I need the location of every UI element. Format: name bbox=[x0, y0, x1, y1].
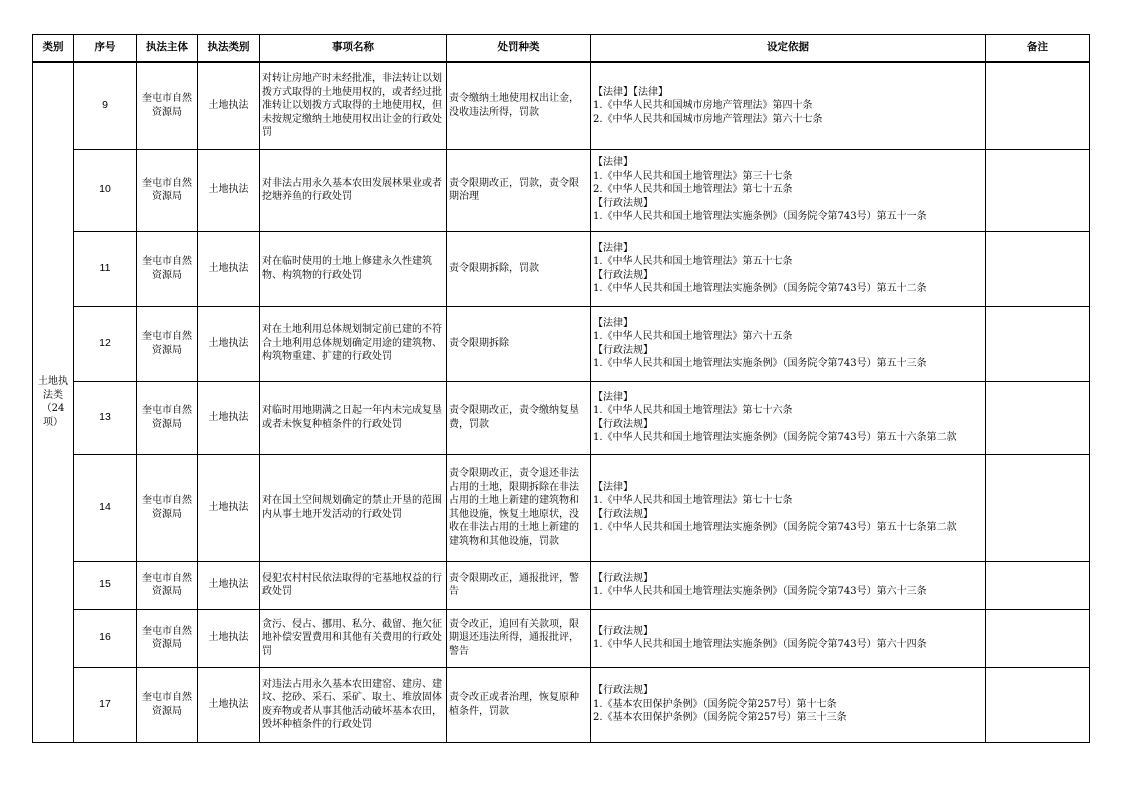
basis-line: 2.《中华人民共和国土地管理法》第七十五条 bbox=[593, 184, 793, 196]
basis-line: 2.《中华人民共和国城市房地产管理法》第六十七条 bbox=[593, 113, 823, 125]
header-subject: 执法主体 bbox=[137, 35, 198, 63]
type-cell: 土地执法 bbox=[198, 62, 260, 149]
remark-cell bbox=[986, 561, 1090, 609]
type-cell: 土地执法 bbox=[198, 561, 260, 609]
remark-cell bbox=[986, 609, 1090, 667]
subject-cell: 奎屯市自然资源局 bbox=[137, 561, 198, 609]
subject-cell: 奎屯市自然资源局 bbox=[137, 454, 198, 561]
table-row bbox=[33, 667, 1090, 742]
basis-line: 1.《中华人民共和国土地管理法实施条例》（国务院令第743号）第五十二条 bbox=[593, 283, 927, 294]
basis-line: 1.《中华人民共和国土地管理法实施条例》（国务院令第743号）第五十三条 bbox=[593, 358, 927, 369]
penalty-cell: 责令限期改正，责令缴纳复垦费，罚款 bbox=[447, 381, 591, 454]
seq-cell: 15 bbox=[74, 561, 137, 609]
type-cell: 土地执法 bbox=[198, 381, 260, 454]
subject-cell: 奎屯市自然资源局 bbox=[137, 306, 198, 381]
type-cell: 土地执法 bbox=[198, 149, 260, 231]
basis-line: 【行政法规】 bbox=[593, 572, 653, 584]
type-cell: 土地执法 bbox=[198, 231, 260, 306]
remark-cell bbox=[986, 231, 1090, 306]
table-row bbox=[33, 454, 1090, 561]
basis-line: 【法律】【法律】 bbox=[593, 86, 668, 98]
remark-cell bbox=[986, 306, 1090, 381]
penalty-cell: 责令限期拆除，罚款 bbox=[447, 231, 591, 306]
header-type: 执法类别 bbox=[198, 35, 260, 63]
basis-line: 1.《中华人民共和国土地管理法实施条例》（国务院令第743号）第六十四条 bbox=[593, 639, 927, 650]
penalty-cell: 责令限期改正，罚款，责令限期治理 bbox=[447, 149, 591, 231]
seq-cell: 16 bbox=[74, 609, 137, 667]
table-row bbox=[33, 231, 1090, 306]
penalty-table bbox=[32, 34, 1090, 743]
penalty-cell: 责令缴纳土地使用权出让金，没收违法所得，罚款 bbox=[447, 62, 591, 149]
basis-line: 1.《中华人民共和国土地管理法》第三十七条 bbox=[593, 170, 793, 182]
basis-line: 1.《中华人民共和国土地管理法实施条例》（国务院令第743号）第五十一条 bbox=[593, 211, 927, 223]
type-cell: 土地执法 bbox=[198, 609, 260, 667]
basis-line: 【行政法规】 bbox=[593, 508, 653, 520]
table-row bbox=[33, 561, 1090, 609]
basis-cell bbox=[591, 306, 986, 381]
item-cell: 对在土地利用总体规划制定前已建的不符合土地利用总体规划确定用途的建筑物、构筑物重建、扩建的行政处罚 bbox=[260, 306, 447, 381]
seq-cell: 11 bbox=[74, 231, 137, 306]
table-body bbox=[33, 62, 1090, 742]
header-item: 事项名称 bbox=[260, 35, 447, 63]
basis-line: 【法律】 bbox=[593, 317, 633, 329]
seq-cell: 17 bbox=[74, 667, 137, 742]
header-remark: 备注 bbox=[986, 35, 1090, 63]
seq-cell: 13 bbox=[74, 381, 137, 454]
penalty-cell: 责令改正或者治理，恢复原种植条件，罚款 bbox=[447, 667, 591, 742]
subject-cell: 奎屯市自然资源局 bbox=[137, 62, 198, 149]
seq-cell: 9 bbox=[74, 62, 137, 149]
basis-line: 【行政法规】 bbox=[593, 685, 653, 697]
subject-cell: 奎屯市自然资源局 bbox=[137, 667, 198, 742]
basis-line: 1.《中华人民共和国土地管理法实施条例》（国务院令第743号）第六十三条 bbox=[593, 586, 927, 597]
type-cell: 土地执法 bbox=[198, 667, 260, 742]
table-row bbox=[33, 306, 1090, 381]
item-cell: 对非法占用永久基本农田发展林果业或者挖塘养鱼的行政处罚 bbox=[260, 149, 447, 231]
header-category: 类别 bbox=[33, 35, 74, 63]
basis-line: 1.《中华人民共和国土地管理法》第六十五条 bbox=[593, 331, 793, 342]
remark-cell bbox=[986, 454, 1090, 561]
seq-cell: 12 bbox=[74, 306, 137, 381]
item-cell: 对在国土空间规划确定的禁止开垦的范围内从事土地开发活动的行政处罚 bbox=[260, 454, 447, 561]
subject-cell: 奎屯市自然资源局 bbox=[137, 149, 198, 231]
subject-cell: 奎屯市自然资源局 bbox=[137, 231, 198, 306]
remark-cell bbox=[986, 149, 1090, 231]
item-cell: 对转让房地产时未经批准，非法转让以划拨方式取得的土地使用权的，或者经过批准转让以划拨方式取得的土地使用权，但未按规定缴纳土地使用权出让金的行政处罚 bbox=[260, 62, 447, 149]
header-row bbox=[33, 35, 1090, 63]
basis-cell bbox=[591, 454, 986, 561]
penalty-cell: 责令限期改正，通报批评，警告 bbox=[447, 561, 591, 609]
basis-line: 【法律】 bbox=[593, 157, 633, 169]
basis-cell bbox=[591, 381, 986, 454]
basis-line: 【法律】 bbox=[593, 391, 633, 403]
basis-line: 【行政法规】 bbox=[593, 197, 653, 209]
penalty-cell: 责令改正，追回有关款项，限期退还违法所得，通报批评，警告 bbox=[447, 609, 591, 667]
basis-line: 【行政法规】 bbox=[593, 269, 653, 281]
item-cell: 对违法占用永久基本农田建窑、建房、建坟、挖砂、采石、采矿、取土、堆放固体废弃物或者从事其他活动破坏基本农田，毁坏种植条件的行政处罚 bbox=[260, 667, 447, 742]
basis-cell bbox=[591, 561, 986, 609]
category-cell: 土地执法类（24项） bbox=[33, 62, 74, 742]
basis-line: 1.《中华人民共和国土地管理法》第五十七条 bbox=[593, 256, 793, 267]
basis-line: 1.《中华人民共和国土地管理法实施条例》（国务院令第743号）第五十六条第二款 bbox=[593, 432, 957, 443]
basis-cell bbox=[591, 609, 986, 667]
seq-cell: 14 bbox=[74, 454, 137, 561]
header-seq: 序号 bbox=[74, 35, 137, 63]
basis-line: 【行政法规】 bbox=[593, 625, 653, 637]
remark-cell bbox=[986, 667, 1090, 742]
item-cell: 侵犯农村村民依法取得的宅基地权益的行政处罚 bbox=[260, 561, 447, 609]
basis-cell bbox=[591, 62, 986, 149]
basis-line: 【行政法规】 bbox=[593, 418, 653, 430]
basis-cell bbox=[591, 231, 986, 306]
basis-line: 【法律】 bbox=[593, 481, 633, 493]
basis-line: 2.《基本农田保护条例》（国务院令第257号）第三十三条 bbox=[593, 712, 847, 724]
seq-cell: 10 bbox=[74, 149, 137, 231]
penalty-cell: 责令限期拆除 bbox=[447, 306, 591, 381]
basis-line: 【法律】 bbox=[593, 242, 633, 254]
item-cell: 对临时用地期满之日起一年内未完成复垦或者未恢复种植条件的行政处罚 bbox=[260, 381, 447, 454]
remark-cell bbox=[986, 62, 1090, 149]
item-cell: 对在临时使用的土地上修建永久性建筑物、构筑物的行政处罚 bbox=[260, 231, 447, 306]
table-row bbox=[33, 62, 1090, 149]
basis-line: 1.《中华人民共和国土地管理法》第七十七条 bbox=[593, 495, 793, 506]
basis-line: 【行政法规】 bbox=[593, 344, 653, 356]
table-row bbox=[33, 609, 1090, 667]
basis-line: 1.《中华人民共和国城市房地产管理法》第四十条 bbox=[593, 100, 813, 111]
remark-cell bbox=[986, 381, 1090, 454]
table-row bbox=[33, 381, 1090, 454]
type-cell: 土地执法 bbox=[198, 306, 260, 381]
subject-cell: 奎屯市自然资源局 bbox=[137, 381, 198, 454]
basis-line: 1.《基本农田保护条例》（国务院令第257号）第十七条 bbox=[593, 698, 837, 710]
subject-cell: 奎屯市自然资源局 bbox=[137, 609, 198, 667]
basis-line: 1.《中华人民共和国土地管理法实施条例》（国务院令第743号）第五十七条第二款 bbox=[593, 522, 957, 533]
basis-cell bbox=[591, 667, 986, 742]
basis-cell bbox=[591, 149, 986, 231]
type-cell: 土地执法 bbox=[198, 454, 260, 561]
header-penalty: 处罚种类 bbox=[447, 35, 591, 63]
penalty-cell: 责令限期改正，责令退还非法占用的土地，限期拆除在非法占用的土地上新建的建筑物和其他设施，恢复土地原状，没收在非法占用的土地上新建的建筑物和其他设施，罚款 bbox=[447, 454, 591, 561]
basis-line: 1.《中华人民共和国土地管理法》第七十六条 bbox=[593, 405, 793, 416]
header-basis: 设定依据 bbox=[591, 35, 986, 63]
table-row bbox=[33, 149, 1090, 231]
item-cell: 贪污、侵占、挪用、私分、截留、拖欠征地补偿安置费用和其他有关费用的行政处罚 bbox=[260, 609, 447, 667]
